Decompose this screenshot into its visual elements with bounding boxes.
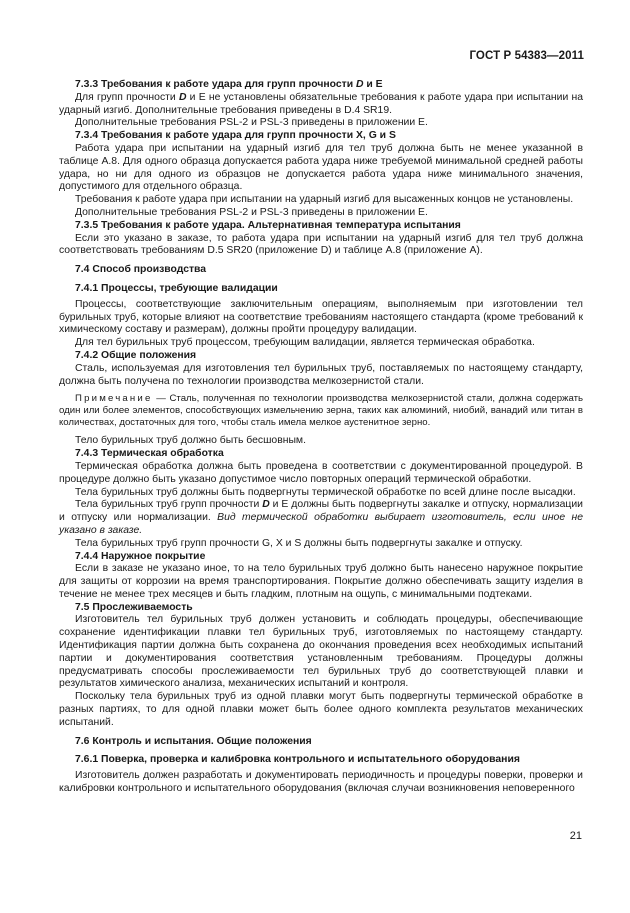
paragraph-7-5-2: Поскольку тела бурильных труб из одной плавки могут быть подвергнуты термической обработке в разных партиях, то для одной плавки может быть более одного комплекта результатов механических испытаний. [59,691,583,728]
paragraph-7-3-4-1: Работа удара при испытании на ударный изгиб для тел труб должна быть не менее указанной в таблице А.8. Для одного образца допускается работа удара ниже требуемой минимальной средней работы удара, но ни для одного из образцов не допускается работа удара ниже минимального значения, допустимого для отдельного образца. [59,142,583,193]
paragraph-7-4-2-2: Тело бурильных труб должно быть бесшовным. [75,435,306,447]
heading-text: и Е [363,79,383,90]
note-7-4-2 [59,393,583,429]
document-header: ГОСТ Р 54383—2011 [469,50,584,62]
heading-7-4: 7.4 Способ производства [75,264,207,276]
heading-text: 7.3.3 Требования к работе удара для групп прочности [75,79,356,90]
heading-7-3-4: 7.3.4 Требования к работе удара для групп прочности X, G и S [75,130,396,142]
note-text: — Сталь, полученная по технологии производства мелкозернистой стали, должна содержать один или более элементов, способствующих измельчению зерна, таких как алюминий, ниобий, ванадий или титан в количествах, достаточных для того, чтобы сталь имела мелкое аустенитное зерно. [59,393,583,429]
heading-7-4-3: 7.4.3 Термическая обработка [75,448,224,460]
paragraph-7-4-3-3 [59,499,583,537]
paragraph-7-4-2-1: Сталь, используемая для изготовления тел бурильных труб, поставляемых по настоящему стандарту, должна быть получена по технологии производства мелкозернистой стали. [59,362,583,387]
heading-7-5: 7.5 Прослеживаемость [75,601,193,613]
text: и Е не установлены обязательные требования к работе удара при испытании на ударный изгиб. Дополнительные требования приведены в D.4 SR19. [59,91,583,116]
paragraph-7-4-4-1: Если в заказе не указано иное, то на тело бурильных труб должно быть нанесено наружное покрытие для защиты от коррозии на время транспортирования. Покрытие должно обеспечивать защиту изделия в течение не менее трех месяцев и быть гладким, плотным на ощупь, с минимальными подтеками. [59,563,583,600]
paragraph-7-3-4-2: Требования к работе удара при испытании на ударный изгиб для высаженных концов не установлены. [75,194,574,206]
heading-italic-d: D [356,79,364,90]
heading-7-4-4: 7.4.4 Наружное покрытие [75,550,206,562]
paragraph-7-4-3-1: Термическая обработка должна быть проведена в соответствии с документированной процедурой. В процедуре должно быть указано допустимое число повторных операций термической обработки. [59,460,583,485]
paragraph-7-6-1-1: Изготовитель должен разработать и документировать периодичность и процедуры поверки, проверки и калибровки контрольного и испытательного оборудования (включая случаи возникновения неповеренного [59,770,583,795]
paragraph-7-4-1-1: Процессы, соответствующие заключительным операциям, выполняемым при изготовлении тел бурильных труб, которые влияют на соответствие требованиям настоящего стандарта (кроме требований к химическому составу и размерам), должны пройти процедуру валидации. [59,298,583,336]
paragraph-7-3-3-2: Дополнительные требования PSL-2 и PSL-3 приведены в приложении Е. [75,117,428,129]
paragraph-7-3-5-1: Если это указано в заказе, то работа удара при испытании на ударный изгиб для тел труб должна соответствовать требованиям D.5 SR20 (приложение D) и таблице А.8 (приложение А). [59,232,583,257]
heading-7-4-1: 7.4.1 Процессы, требующие валидации [75,282,278,294]
heading-7-4-2: 7.4.2 Общие положения [75,349,197,361]
paragraph-7-4-1-2: Для тел бурильных труб процессом, требующим валидации, является термическая обработка. [75,337,535,349]
heading-7-6: 7.6 Контроль и испытания. Общие положения [75,735,312,747]
paragraph-7-4-3-2: Тела бурильных труб должны быть подвергнуты термической обработке по всей длине после высадки. [75,486,576,498]
text: Тела бурильных труб групп прочности [75,499,263,511]
heading-7-3-3 [59,79,583,92]
italic-d: D [262,499,270,511]
paragraph-7-3-4-3: Дополнительные требования PSL-2 и PSL-3 приведены в приложении Е. [75,206,428,218]
note-label: Примечание [75,393,153,405]
page-number: 21 [569,830,582,842]
paragraph-7-3-3-1 [59,92,583,118]
heading-7-6-1: 7.6.1 Поверка, проверка и калибровка контрольного и испытательного оборудования [75,754,520,766]
text: Для групп прочности [75,91,179,103]
paragraph-7-4-3-4: Тела бурильных труб групп прочности G, X и S должны быть подвергнуты закалке и отпуску. [75,537,523,549]
italic-text: Вид термической обработки выбирает изготовитель, если иное не указано в заказе. [59,512,583,536]
italic-d: D [178,91,187,103]
paragraph-7-5-1: Изготовитель тел бурильных труб должен установить и соблюдать процедуры, обеспечивающие сохранение идентификации плавки тел бурильных труб, изготовляемых по настоящему стандарту. Идентификация партии должна быть сохранена до окончания проведения всех необходимых испытаний партии и документирования соответствия установленным требованиям. Процедуры должны предусматривать способы прослеживаемости тел бурильных труб до соответствующей плавки и результатов химического анализа, механических испытаний и контроля. [59,614,583,690]
heading-7-3-5: 7.3.5 Требования к работе удара. Альтернативная температура испытания [75,219,461,231]
document-body [59,79,583,796]
text: и Е должны быть подвергнуты закалке и отпуску, нормализации и отпуску или нормализации. [59,499,583,524]
